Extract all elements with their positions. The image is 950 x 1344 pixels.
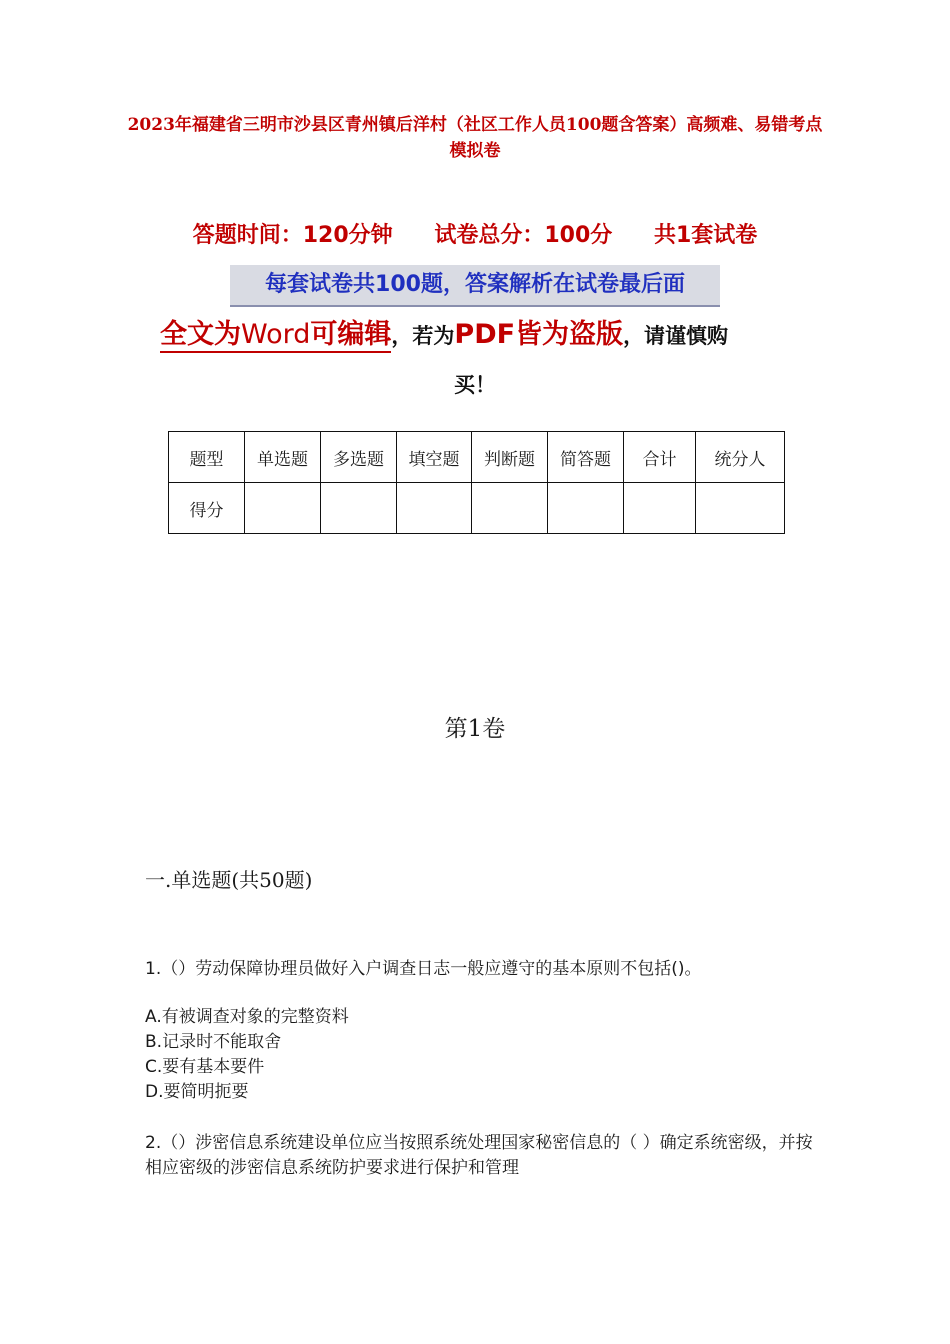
document-title: 2023年福建省三明市沙县区青州镇后洋村（社区工作人员100题含答案）高频难、易错考点模拟卷 bbox=[127, 115, 823, 161]
score-cell[interactable] bbox=[321, 483, 397, 534]
score-cell[interactable] bbox=[472, 483, 548, 534]
score-table-header-row bbox=[169, 432, 785, 483]
exam-sets: 共1套试卷 bbox=[653, 223, 758, 248]
volume-heading: 第1卷 bbox=[444, 716, 506, 742]
score-header-cell: 多选题 bbox=[321, 432, 397, 483]
score-cell[interactable] bbox=[397, 483, 472, 534]
score-header-cell: 填空题 bbox=[397, 432, 472, 483]
score-cell[interactable] bbox=[548, 483, 624, 534]
score-table bbox=[168, 431, 785, 534]
warn-part-a: 全文为 bbox=[160, 319, 241, 350]
option-a: A.有被调查对象的完整资料 bbox=[145, 1007, 349, 1027]
warn-word: Word bbox=[241, 319, 311, 350]
score-cell[interactable] bbox=[696, 483, 785, 534]
question-2: 2.（）涉密信息系统建设单位应当按照系统处理国家秘密信息的（ ）确定系统密级，并按相应密级的涉密信息系统防护要求进行保护和管理 bbox=[145, 1133, 813, 1178]
score-header-cell: 合计 bbox=[624, 432, 696, 483]
option-d: D.要简明扼要 bbox=[145, 1082, 249, 1102]
warn-part-b: 可编辑 bbox=[310, 319, 392, 350]
score-table-score-row bbox=[169, 483, 785, 534]
exam-total-score: 试卷总分：100分 bbox=[434, 223, 613, 248]
score-cell[interactable] bbox=[624, 483, 696, 534]
score-header-cell: 判断题 bbox=[472, 432, 548, 483]
piracy-warning bbox=[160, 310, 800, 361]
exam-info bbox=[0, 218, 950, 249]
question-1: 1.（）劳动保障协理员做好入户调查日志一般应遵守的基本原则不包括()。 bbox=[145, 959, 702, 979]
score-row-label: 得分 bbox=[169, 483, 245, 534]
question-1-options bbox=[145, 1005, 349, 1105]
score-cell[interactable] bbox=[245, 483, 321, 534]
score-header-cell: 简答题 bbox=[548, 432, 624, 483]
warn-part-c: ，若为 bbox=[391, 324, 455, 348]
score-header-cell: 单选题 bbox=[245, 432, 321, 483]
option-b: B.记录时不能取舍 bbox=[145, 1032, 282, 1052]
section-heading: 一.单选题(共50题) bbox=[145, 868, 313, 892]
warn-pdf: PDF皆为盗版 bbox=[454, 319, 624, 350]
exam-time: 答题时间：120分钟 bbox=[192, 223, 393, 248]
option-c: C.要有基本要件 bbox=[145, 1057, 265, 1077]
score-header-cell: 题型 bbox=[169, 432, 245, 483]
warn-part-d: ，请谨慎购 bbox=[623, 324, 729, 348]
warn-part-e: 买！ bbox=[454, 373, 496, 397]
promo-banner: 每套试卷共100题，答案解析在试卷最后面 bbox=[230, 265, 720, 307]
score-header-cell: 统分人 bbox=[696, 432, 785, 483]
